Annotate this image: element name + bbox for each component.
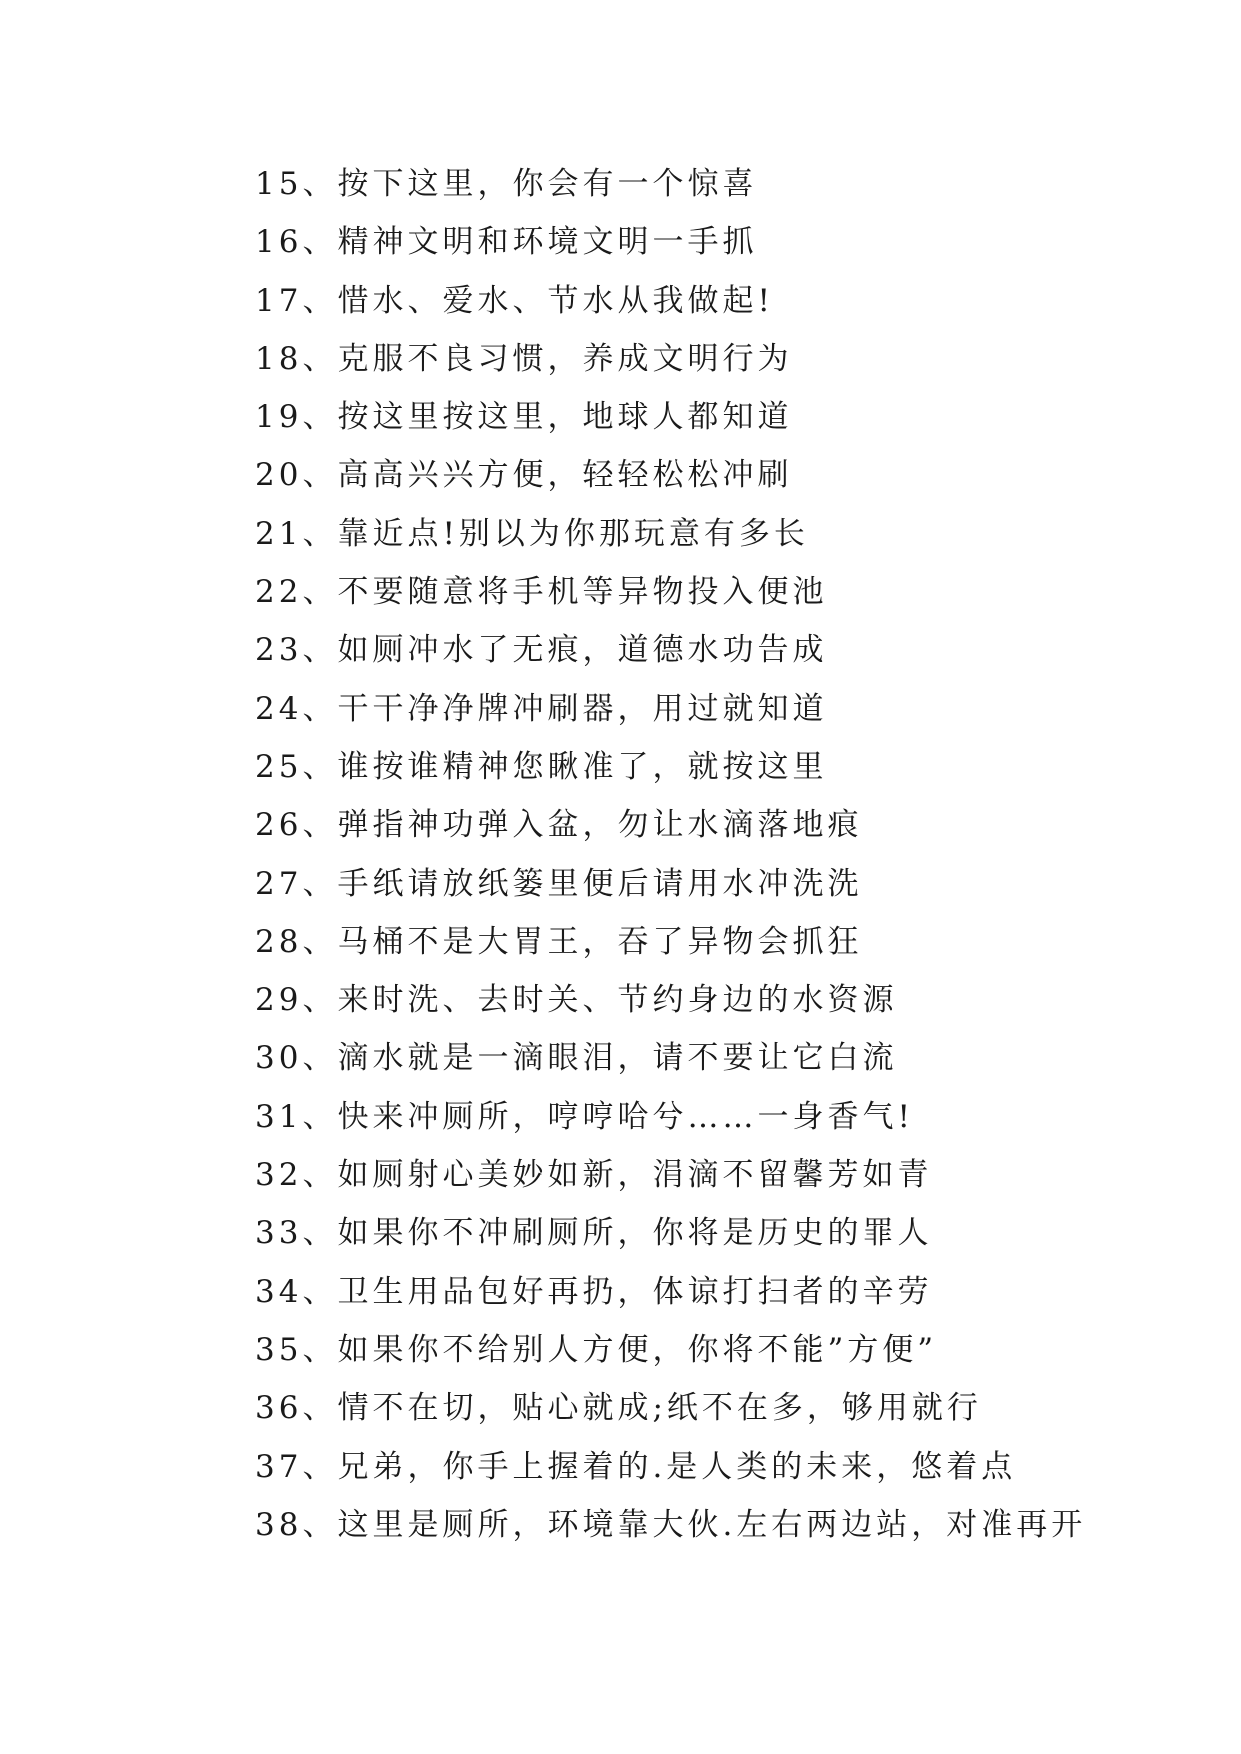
slogan-line: 29、来时洗、去时关、节约身边的水资源 (255, 982, 898, 1019)
slogan-line: 28、马桶不是大胃王，吞了异物会抓狂 (255, 923, 863, 960)
slogan-line: 33、如果你不冲刷厕所，你将是历史的罪人 (255, 1215, 933, 1252)
slogan-line: 35、如果你不给别人方便，你将不能”方便” (255, 1331, 938, 1368)
slogan-line: 24、干干净净牌冲刷器，用过就知道 (255, 690, 828, 727)
slogan-line: 23、如厕冲水了无痕，道德水功告成 (255, 632, 828, 669)
slogan-line: 32、如厕射心美妙如新，涓滴不留馨芳如青 (255, 1157, 933, 1194)
slogan-line: 25、谁按谁精神您瞅准了，就按这里 (255, 748, 828, 785)
slogan-line: 26、弹指神功弹入盆，勿让水滴落地痕 (255, 807, 863, 844)
slogan-list (255, 155, 1215, 1554)
slogan-line: 22、不要随意将手机等异物投入便池 (255, 574, 828, 611)
slogan-line: 18、克服不良习惯，养成文明行为 (255, 340, 793, 377)
slogan-line: 31、快来冲厕所，哼哼哈兮……一身香气! (255, 1098, 914, 1135)
slogan-line: 20、高高兴兴方便，轻轻松松冲刷 (255, 457, 793, 494)
slogan-line: 38、这里是厕所，环境靠大伙.左右两边站，对准再开 (255, 1506, 1087, 1543)
slogan-line: 27、手纸请放纸篓里便后请用水冲洗洗 (255, 865, 863, 902)
slogan-line: 19、按这里按这里，地球人都知道 (255, 399, 793, 436)
slogan-line: 37、兄弟，你手上握着的.是人类的未来，悠着点 (255, 1448, 1017, 1485)
slogan-line: 36、情不在切，贴心就成;纸不在多，够用就行 (255, 1390, 982, 1427)
slogan-line: 17、惜水、爱水、节水从我做起! (255, 282, 774, 319)
slogan-line: 30、滴水就是一滴眼泪，请不要让它白流 (255, 1040, 898, 1077)
slogan-line: 16、精神文明和环境文明一手抓 (255, 224, 758, 261)
slogan-line: 21、靠近点!别以为你那玩意有多长 (255, 515, 809, 552)
slogan-line: 34、卫生用品包好再扔，体谅打扫者的辛劳 (255, 1273, 933, 1310)
slogan-line: 15、按下这里，你会有一个惊喜 (255, 166, 758, 202)
